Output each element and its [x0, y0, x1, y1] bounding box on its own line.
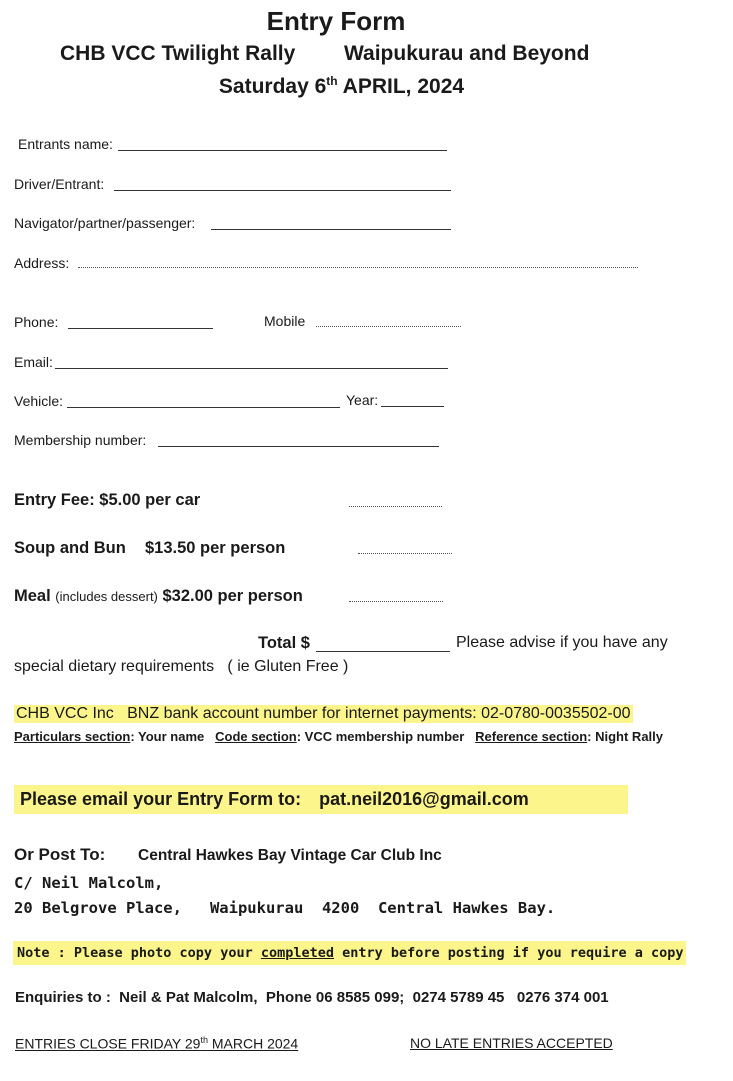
post-address-line-1: C/ Neil Malcolm, — [14, 874, 164, 892]
bank-account-line: CHB VCC Inc BNZ bank account number for internet payments: 02-0780-0035502-00 — [16, 705, 631, 722]
phone-field[interactable] — [68, 328, 213, 329]
address-field[interactable] — [78, 267, 638, 268]
driver-label: Driver/Entrant: — [14, 176, 105, 192]
photocopy-note: Note : Please photo copy your completed entry before posting if you require a copy — [13, 941, 686, 965]
post-address-line-2: 20 Belgrove Place, Waipukurau 4200 Central Hawkes Bay. — [14, 899, 556, 917]
closing-notice: ENTRIES CLOSE FRIDAY 29th MARCH 2024 — [15, 1035, 299, 1052]
entry-fee-amount-field[interactable] — [349, 506, 442, 507]
navigator-label: Navigator/partner/passenger: — [14, 215, 196, 231]
event-date: Saturday 6th APRIL, 2024 — [218, 74, 465, 98]
soup-amount-field[interactable] — [358, 553, 452, 554]
email-field[interactable] — [55, 368, 448, 369]
enquiries-line: Enquiries to : Neil & Pat Malcolm, Phone 06 8585 099; 0274 5789 45 0276 374 001 — [15, 989, 609, 1006]
form-title: Entry Form — [266, 6, 406, 36]
vehicle-field[interactable] — [67, 407, 340, 408]
navigator-field[interactable] — [211, 229, 451, 230]
total-field[interactable] — [316, 651, 450, 652]
no-late-entries: NO LATE ENTRIES ACCEPTED — [410, 1035, 613, 1051]
driver-field[interactable] — [114, 190, 451, 191]
club-name: Central Hawkes Bay Vintage Car Club Inc — [138, 847, 442, 864]
entrants-name-label: Entrants name: — [18, 136, 113, 152]
mobile-label: Mobile — [264, 313, 306, 329]
post-label: Or Post To: — [14, 845, 106, 864]
membership-label: Membership number: — [14, 432, 147, 448]
email-label: Email: — [14, 354, 53, 370]
year-label: Year: — [346, 392, 379, 408]
address-label: Address: — [14, 255, 70, 271]
soup-price: $13.50 per person — [145, 539, 286, 557]
event-location: Waipukurau and Beyond — [344, 42, 590, 65]
meal-amount-field[interactable] — [349, 601, 443, 602]
vehicle-label: Vehicle: — [14, 393, 64, 409]
membership-field[interactable] — [158, 446, 439, 447]
mobile-field[interactable] — [316, 326, 461, 327]
dietary-note-1: Please advise if you have any — [456, 634, 668, 651]
phone-label: Phone: — [14, 314, 59, 330]
year-field[interactable] — [381, 406, 444, 407]
entry-fee-label: Entry Fee: $5.00 per car — [14, 491, 201, 509]
dietary-note-2: special dietary requirements ( ie Gluten Free ) — [14, 658, 349, 675]
event-name: CHB VCC Twilight Rally — [60, 42, 296, 65]
meal-row: Meal (includes dessert) $32.00 per person — [14, 587, 303, 605]
entrants-name-field[interactable] — [118, 150, 447, 151]
bank-reference-details: Particulars section: Your name Code section: VCC membership number Reference section: Night Rally — [14, 729, 664, 744]
email-address-link[interactable]: pat.neil2016@gmail.com — [319, 789, 529, 809]
total-label: Total $ — [258, 634, 310, 652]
soup-label: Soup and Bun — [14, 539, 126, 557]
email-instruction: Please email your Entry Form to: pat.neil2016@gmail.com — [14, 785, 628, 814]
